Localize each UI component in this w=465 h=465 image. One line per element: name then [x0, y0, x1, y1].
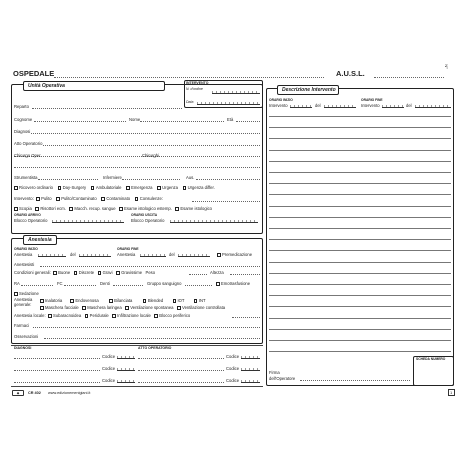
blocco-op-label: Blocco Operatorio: [14, 218, 48, 223]
description-line[interactable]: [269, 183, 451, 184]
description-line[interactable]: [269, 284, 451, 285]
r-del-label: del: [315, 103, 321, 108]
ventilazione-spontanea-checkbox[interactable]: [125, 306, 129, 310]
codice-a2: Codice: [226, 366, 240, 371]
daysurgery-checkbox[interactable]: [58, 186, 62, 190]
gruppo-label: Gruppo sanguigno: [147, 281, 182, 286]
diagnosi-line-3[interactable]: [14, 382, 100, 383]
intervento-type-label: Intervento:: [14, 196, 34, 201]
osservazioni-field[interactable]: [44, 338, 260, 339]
ventilazione-controllata-label: Ventilazione controllata: [182, 305, 226, 310]
bilanciata-checkbox[interactable]: [109, 299, 113, 303]
sedazione-row[interactable]: [14, 291, 39, 296]
right-panel: [266, 88, 454, 386]
description-line[interactable]: [269, 228, 451, 229]
infiltrazione-checkbox[interactable]: [112, 314, 116, 318]
chirurghi-label: Chirurghi: [142, 153, 159, 158]
fc-label: FC: [57, 281, 63, 286]
emotrasfusione-label: Emotrasfusione: [221, 281, 251, 286]
atto-field-2[interactable]: [14, 156, 260, 157]
r-del2-field[interactable]: [415, 103, 451, 108]
nome-field[interactable]: [140, 121, 224, 122]
codice-bottom-rule: [11, 386, 263, 387]
intervento-row[interactable]: [14, 196, 163, 201]
emergenza-checkbox[interactable]: [126, 186, 130, 190]
infiltrazione-label: Infiltrazione locale: [117, 313, 151, 318]
gruppo-field[interactable]: [185, 285, 212, 286]
ricovero-ordinario-label: Ricovero ordinario: [19, 185, 53, 190]
nome-label: Nome: [129, 117, 141, 122]
maschera-laringea-checkbox[interactable]: [82, 306, 86, 310]
anestesisti-field[interactable]: [40, 266, 260, 267]
ra-label: RA: [14, 281, 20, 286]
an-del-label: del: [70, 252, 76, 257]
codice-a1-field[interactable]: [241, 354, 260, 359]
daysurgery-label: Day-Surgery: [62, 185, 87, 190]
gravi-label: Gravi: [102, 270, 113, 275]
maschera-laringea-label: Maschera laringea: [87, 305, 122, 310]
anestesia-title: Anestesia: [23, 235, 57, 245]
r-inizio-field[interactable]: [290, 103, 312, 108]
contaminato-checkbox[interactable]: [101, 197, 105, 201]
premed-label: Premedicazione: [222, 252, 253, 257]
cognome-label: Cognome: [14, 117, 33, 122]
an-orario-fine: ORARIO FINE: [117, 247, 139, 251]
unit-title: Unità Operativa: [23, 81, 165, 91]
r-intervento-fine-label: Intervento: [361, 103, 380, 108]
scopia-label: Scopia: [19, 206, 32, 211]
emergenza-label: Emergenza: [131, 185, 153, 190]
description-line[interactable]: [269, 340, 451, 341]
peso-field[interactable]: [189, 274, 207, 275]
codice-top-rule: [11, 345, 263, 346]
maschera-facciale-checkbox[interactable]: [40, 306, 44, 310]
ambulatoriale-checkbox[interactable]: [91, 186, 95, 190]
urgenza-label: Urgenza: [162, 185, 178, 190]
intervento-title: INTERVENTO: [186, 81, 209, 85]
hospital-line[interactable]: [54, 77, 324, 78]
macch-checkbox[interactable]: [69, 207, 73, 211]
eta-field[interactable]: [236, 121, 260, 122]
denti-field[interactable]: [113, 285, 143, 286]
firma-label: Firma: [269, 370, 280, 375]
description-line[interactable]: [269, 127, 451, 128]
anestesisti-label: Anestesisti: [14, 262, 35, 267]
aus-label: Aus.: [186, 175, 195, 180]
pulito-checkbox[interactable]: [36, 197, 40, 201]
blocco-op2-label: Blocco Operatorio: [131, 218, 165, 223]
an-inizio-field[interactable]: [38, 252, 66, 257]
data-field[interactable]: [197, 100, 260, 105]
codice-d2-field[interactable]: [117, 366, 135, 371]
description-line[interactable]: [269, 150, 451, 151]
inalatoria-checkbox[interactable]: [40, 299, 44, 303]
fc-field[interactable]: [64, 285, 96, 286]
esame-istologico-checkbox[interactable]: [175, 207, 179, 211]
operatore-label: dell'Operatore: [269, 376, 296, 381]
gravissime-checkbox[interactable]: [116, 271, 120, 275]
publisher-url: www.edizionemenigiani.it: [48, 391, 91, 395]
ventilazione-spontanea-label: Ventilazione spontanea: [130, 305, 174, 310]
description-line[interactable]: [269, 161, 451, 162]
chirurgo-label: Chirurgo Oper.: [14, 153, 42, 158]
r-del2-label: del: [406, 103, 412, 108]
inalatoria-label: Inalatoria: [45, 298, 63, 303]
atto-label: Atto Operatorio: [14, 141, 43, 146]
infermiere-label: Infermiere: [103, 175, 122, 180]
consulenze-checkbox[interactable]: [135, 197, 139, 201]
description-line[interactable]: [269, 116, 451, 117]
description-line[interactable]: [269, 250, 451, 251]
consulenze-field[interactable]: [192, 201, 260, 202]
strumentista-field[interactable]: [38, 179, 98, 180]
scopia-checkbox[interactable]: [14, 207, 18, 211]
codice-a2-field[interactable]: [241, 366, 260, 371]
description-line[interactable]: [269, 194, 451, 195]
description-line[interactable]: [269, 138, 451, 139]
hospital-label: OSPEDALE: [13, 69, 55, 78]
diagnosi-line-2[interactable]: [14, 370, 100, 371]
macch-label: Macch. recup. sangue: [74, 206, 116, 211]
subaracnoidea-checkbox[interactable]: [48, 314, 52, 318]
description-line[interactable]: [269, 306, 451, 307]
anestesia-loc-row[interactable]: [14, 313, 190, 318]
cognome-field[interactable]: [34, 121, 126, 122]
denti-label: Denti: [100, 281, 110, 286]
urgenza-differ-label: Urgenza differ.: [187, 185, 215, 190]
description-line[interactable]: [269, 273, 451, 274]
blocco-periferico-checkbox[interactable]: [154, 314, 158, 318]
an-del2-field[interactable]: [178, 252, 210, 257]
urgenza-checkbox[interactable]: [157, 186, 161, 190]
blocco-periferico-field[interactable]: [232, 317, 260, 318]
osservazioni-label: Osservazioni: [14, 334, 39, 339]
description-line[interactable]: [269, 262, 451, 263]
codice-d1-field[interactable]: [117, 354, 135, 359]
r-del-field[interactable]: [324, 103, 356, 108]
description-line[interactable]: [269, 239, 451, 240]
right-title: Descrizione Intervento: [277, 85, 339, 95]
codice-a3-field[interactable]: [241, 378, 260, 383]
altezza-label: Altezza: [210, 270, 224, 275]
description-line[interactable]: [269, 318, 451, 319]
atto-line-3[interactable]: [138, 382, 224, 383]
ventilazione-controllata-checkbox[interactable]: [177, 306, 181, 310]
form-code: CR 402: [28, 391, 41, 395]
bilanciata-label: Bilanciata: [114, 298, 133, 303]
blended-label: Blended: [147, 298, 164, 303]
an-orario-inizio: ORARIO INIZIO: [14, 247, 38, 251]
ricovero-row[interactable]: [14, 185, 215, 190]
description-line[interactable]: [269, 217, 451, 218]
reparto-field[interactable]: [32, 108, 182, 109]
codice-d1: Codice: [102, 354, 116, 359]
scheda-label: SCHEDA NUMERO: [416, 357, 446, 361]
ausl-line[interactable]: [374, 77, 444, 78]
scopia-row[interactable]: [14, 206, 212, 211]
premed-checkbox[interactable]: [217, 253, 221, 257]
eta-label: Età: [227, 117, 234, 122]
premed-row[interactable]: [217, 252, 252, 257]
farmaci-label: Farmaci: [14, 323, 30, 328]
atto-line-1[interactable]: [138, 358, 224, 359]
ordine-field[interactable]: [212, 89, 260, 94]
an-anestesia-label: Anestesia: [14, 252, 33, 257]
r-orario-inizio: ORARIO INIZIO: [269, 98, 293, 102]
infermiere-field[interactable]: [122, 179, 180, 180]
aus-field[interactable]: [196, 179, 260, 180]
subaracnoidea-label: Subaracnoidea: [53, 313, 82, 318]
pulito-contaminato-checkbox[interactable]: [56, 197, 60, 201]
blended-checkbox[interactable]: [143, 299, 147, 303]
iot-checkbox[interactable]: [173, 299, 177, 303]
r-orario-fine: ORARIO FINE: [361, 98, 383, 102]
risottori-label: Risottori ecm.: [40, 206, 66, 211]
atto-field[interactable]: [43, 145, 260, 146]
firma-field[interactable]: [300, 380, 410, 381]
anestesia-gen-row[interactable]: [40, 298, 206, 303]
peridurale-label: Peridurale: [89, 313, 109, 318]
ordine-label: N. d'ordine: [186, 87, 203, 91]
emotrasfusione-row[interactable]: [216, 281, 250, 286]
int-checkbox[interactable]: [194, 299, 198, 303]
an-del2-label: del: [169, 252, 175, 257]
sedazione-label: Sedazione: [19, 291, 39, 296]
codice-a3: Codice: [226, 378, 240, 383]
esame-estemp-label: Esame istologico estemp.: [124, 206, 172, 211]
an-anestesia-fine-label: Anestesia: [117, 252, 136, 257]
description-line[interactable]: [269, 329, 451, 330]
anestesia-gen2-row[interactable]: [40, 305, 225, 310]
reparto-label: Reparto: [14, 104, 29, 109]
arrivo-field[interactable]: [52, 218, 124, 223]
atto-col-header: ATTO OPERATORIO: [138, 346, 172, 350]
page-tag: N°: [443, 64, 449, 69]
uscita-field[interactable]: [170, 218, 258, 223]
strumentista-label: Strumentista: [14, 175, 38, 180]
codice-d3-field[interactable]: [117, 378, 135, 383]
anestesia-gen-label: Anestesia generale:: [14, 297, 33, 307]
codice-d3: Codice: [102, 378, 116, 383]
contaminato-label: Contaminato: [106, 196, 131, 201]
peridurale-checkbox[interactable]: [85, 314, 89, 318]
codice-d2: Codice: [102, 366, 116, 371]
diagnosi-field[interactable]: [31, 133, 260, 134]
altezza-field[interactable]: [230, 274, 260, 275]
gravi-checkbox[interactable]: [98, 271, 102, 275]
buone-label: Buone: [58, 270, 71, 275]
gravissime-label: Gravissime: [121, 270, 143, 275]
ricovero-checkbox[interactable]: [14, 186, 18, 190]
endovenosa-label: Endovenosa: [75, 298, 99, 303]
pulito-label: Pulito: [41, 196, 52, 201]
discrete-label: Discrete: [78, 270, 95, 275]
pulito-contaminato-label: Pulito/Contaminato: [61, 196, 97, 201]
description-line[interactable]: [269, 295, 451, 296]
endovenosa-checkbox[interactable]: [70, 299, 74, 303]
description-line[interactable]: [269, 351, 451, 352]
discrete-checkbox[interactable]: [74, 271, 78, 275]
ausl-label: A.U.S.L.: [336, 69, 365, 78]
description-line[interactable]: [269, 206, 451, 207]
peso-label: Peso: [145, 270, 156, 275]
int-label: INT: [198, 298, 206, 303]
ra-field[interactable]: [21, 285, 53, 286]
publisher-logo: ◆: [12, 390, 24, 396]
r-intervento-label: Intervento: [269, 103, 288, 108]
an-del-field[interactable]: [79, 252, 111, 257]
urgenza-differ-checkbox[interactable]: [183, 186, 187, 190]
esame-istologico-label: Esame istologico: [180, 206, 212, 211]
blocco-periferico-label: Blocco periferico: [159, 313, 191, 318]
atto-line-2[interactable]: [138, 370, 224, 371]
maschera-facciale-label: Maschera facciale: [45, 305, 79, 310]
esame-estemp-checkbox[interactable]: [119, 207, 123, 211]
diagnosi-label: Diagnosi: [14, 129, 31, 134]
codice-a1: Codice: [226, 354, 240, 359]
diagnosi-line-1[interactable]: [14, 358, 100, 359]
condizioni-row[interactable]: [14, 270, 155, 275]
condizioni-label: Condizioni generali:: [14, 270, 51, 275]
diagnosi-col-header: DIAGNOSI: [14, 346, 32, 350]
data-label: Data: [186, 100, 194, 104]
sedazione-checkbox[interactable]: [14, 292, 18, 296]
chirurghi-line2[interactable]: [14, 167, 260, 168]
an-fine-field[interactable]: [140, 252, 166, 257]
consulenze-label: Consulenze:: [139, 196, 163, 201]
iot-label: IOT: [177, 298, 185, 303]
page-number: 1: [450, 390, 453, 395]
buone-checkbox[interactable]: [53, 271, 57, 275]
farmaci-field[interactable]: [33, 327, 260, 328]
ambulatoriale-label: Ambulatoriale: [95, 185, 122, 190]
risottori-checkbox[interactable]: [35, 207, 39, 211]
description-line[interactable]: [269, 172, 451, 173]
r-fine-field[interactable]: [382, 103, 404, 108]
emotrasfusione-checkbox[interactable]: [216, 282, 220, 286]
orario-uscita-label: ORARIO USCITA: [131, 213, 158, 217]
anestesia-loc-label: Anestesia locale:: [14, 313, 46, 318]
orario-arrivo-label: ORARIO ARRIVO: [14, 213, 41, 217]
